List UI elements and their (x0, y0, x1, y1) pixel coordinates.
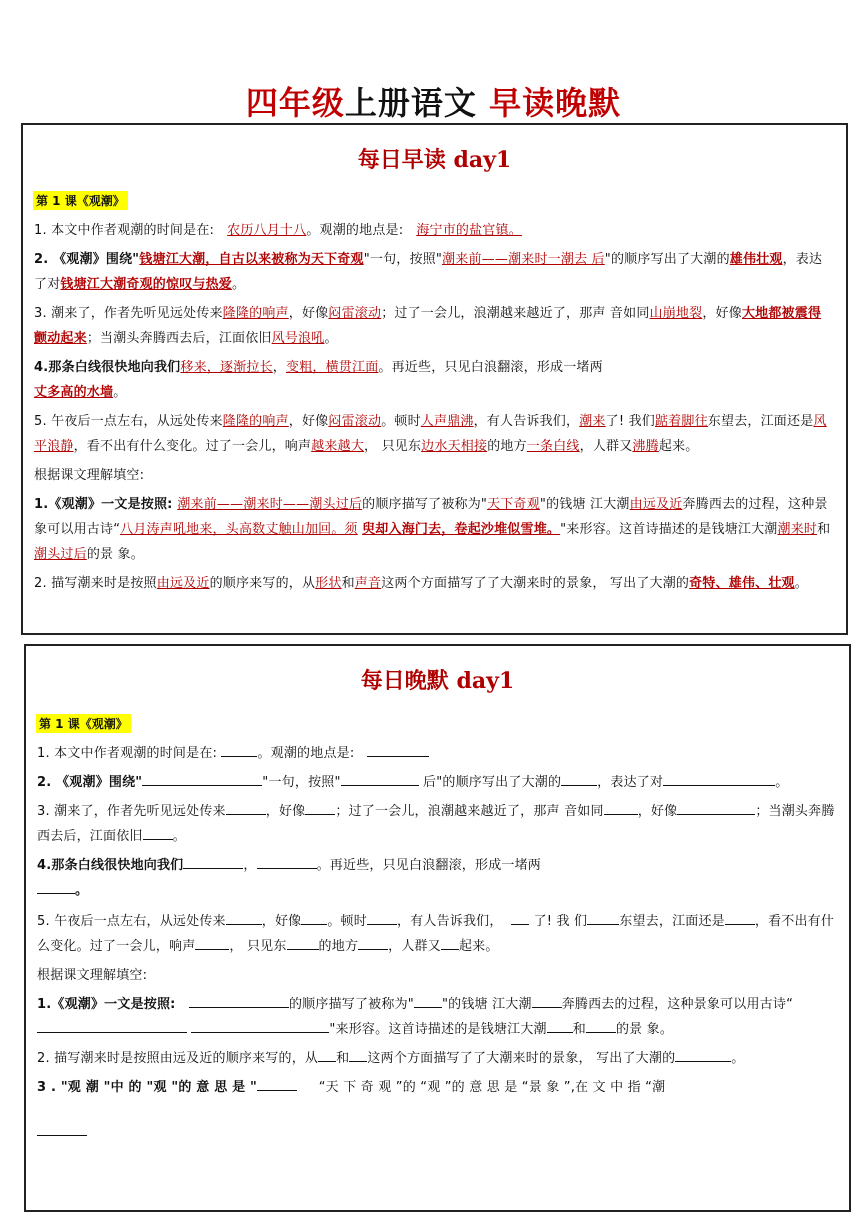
morning-q1 (34, 218, 832, 243)
q3-text: 3. 潮来了，作者先听见远处传来 (34, 306, 223, 321)
q2-text3: "的顺序写出了大潮的 (604, 252, 730, 267)
q5-answer3: 人声鼎沸 (420, 414, 474, 429)
q2-text2: "一句，按照" (262, 775, 341, 790)
evening-title: 每日晚默 day1 (360, 668, 515, 694)
blank-field[interactable] (301, 910, 327, 925)
f1-text3: "的钱塘 江大潮 (539, 497, 630, 512)
blank-field[interactable] (191, 1018, 329, 1033)
f2-text4: 。 (731, 1051, 745, 1066)
blank-field[interactable] (349, 1047, 367, 1062)
q4-text3: 。再近些，只见白浪翻滚，形成一堵两 (316, 858, 541, 873)
lesson-label: 第 1 课《观潮》 (36, 714, 131, 733)
q3-text5: ；当潮头奔腾西去后，江面依旧 (37, 804, 835, 844)
q1-text: 1. 本文中作者观潮的时间是在: (37, 746, 222, 761)
q5-text11: 起来。 (658, 439, 699, 454)
q2-text: 2. 《观潮》围绕" (34, 252, 140, 267)
q3-answer5: 风号浪吼 (271, 331, 325, 346)
blank-field[interactable] (226, 910, 262, 925)
q4-text2: ， (243, 858, 257, 873)
f2-answer: 由远及近 (156, 576, 210, 591)
f1-text5: "来形容。这首诗描述的是钱塘江大潮 (560, 522, 778, 537)
blank-field[interactable] (547, 1018, 573, 1033)
q1-text2: 。观潮的地点是: (257, 746, 359, 761)
blank-field[interactable] (663, 771, 775, 786)
q3-text6: 。 (172, 829, 186, 844)
q5-text8: ， 只见东 (364, 439, 422, 454)
blank-field[interactable] (221, 742, 257, 757)
q3-text4: ，好像 (637, 804, 678, 819)
q5-answer2: 闷雷滚动 (328, 414, 382, 429)
q3-text3: ；过了一会儿，浪潮越来越近了，那声 音如同 (335, 804, 604, 819)
f2-text4: 这两个方面描写了了大潮来时的景象， 写出了大潮的 (381, 576, 690, 591)
f1-answer4: 八月涛声吼地来，头高数丈触山加回。须 (120, 522, 358, 537)
f1-answer6: 潮来时 (777, 522, 818, 537)
q5-text4: ，有人告诉我们， (473, 414, 580, 429)
blank-field[interactable] (37, 1121, 87, 1136)
f1-text: 1.《观潮》一文是按照: (37, 997, 181, 1012)
q5-answer5: 踮着脚往 (654, 414, 708, 429)
q2-answer3: 雄伟壮观 (729, 252, 783, 267)
title-topic: 早读晚默 (489, 84, 622, 122)
blank-field[interactable] (189, 993, 289, 1008)
q3-text2: ，好像 (265, 804, 306, 819)
q5-text: 5. 午夜后一点左右，从远处传来 (37, 914, 226, 929)
blank-field[interactable] (532, 993, 562, 1008)
morning-reading-panel (21, 123, 848, 635)
morning-q2 (34, 247, 832, 297)
blank-field[interactable] (226, 800, 266, 815)
q4-text4: 。 (113, 385, 127, 400)
q3-answer: 隆隆的响声 (222, 306, 289, 321)
evening-f1 (37, 992, 835, 1042)
evening-q4 (37, 853, 835, 903)
blank-field[interactable] (675, 1047, 731, 1062)
q2-text3: 后"的顺序写出了大潮的 (418, 775, 562, 790)
evening-q3 (37, 799, 835, 849)
evening-q5 (37, 909, 835, 959)
q4-text3: 。再近些，只见白浪翻滚，形成一堵两 (378, 360, 603, 375)
blank-field[interactable] (37, 1018, 187, 1033)
q2-text2: "一句，按照" (363, 252, 443, 267)
q1-text2: 。观潮的地点是: (306, 223, 408, 238)
f2-text3: 和 (341, 576, 355, 591)
blank-field[interactable] (318, 1047, 336, 1062)
blank-field[interactable] (414, 993, 442, 1008)
q3-text3: ；过了一会儿，浪潮越来越近了，那声 音如同 (381, 306, 650, 321)
f2-text2: 和 (336, 1051, 350, 1066)
evening-q2 (37, 770, 835, 795)
q2-text4: ，表达了对 (597, 775, 664, 790)
q5-text2: ，好像 (288, 414, 329, 429)
blank-field[interactable] (511, 910, 529, 925)
evening-f3 (37, 1075, 835, 1100)
q4-text: 4.那条白线很快地向我们 (34, 360, 181, 375)
q2-answer: 钱塘江大潮，自古以来被称为天下奇观 (139, 252, 364, 267)
f2-text: 2. 描写潮来时是按照 (34, 576, 157, 591)
q5-text6: 东望去，江面还是 (619, 914, 725, 929)
morning-q3 (34, 301, 832, 351)
q5-answer6: 风平浪静 (34, 414, 827, 454)
q5-text9: 的地方 (487, 439, 527, 454)
q5-text: 5. 午夜后一点左右，从远处传来 (34, 414, 223, 429)
f1-text2: 的顺序描写了被称为" (288, 997, 414, 1012)
f1-text5: "来形容。这首诗描述的是钱塘江大潮 (329, 1022, 547, 1037)
f1-text6: 和 (572, 1022, 586, 1037)
blank-field[interactable] (142, 771, 262, 786)
q2-text5: 。 (775, 775, 789, 790)
f1-answer: 潮来前——潮来时——潮头过后 (177, 497, 363, 512)
f2-answer4: 奇特、雄伟、壮观 (689, 576, 795, 591)
q5-text10: ，人群又 (579, 439, 633, 454)
blank-field[interactable] (358, 935, 388, 950)
blank-field[interactable] (725, 910, 755, 925)
q5-answer: 隆隆的响声 (222, 414, 289, 429)
q5-answer9: 一条白线 (526, 439, 580, 454)
blank-field[interactable] (257, 854, 317, 869)
f1-answer3: 由远及近 (629, 497, 683, 512)
f3-text2: “天 下 奇 观 ”的 “观 ”的 意 思 是 “景 象 ”,在 文 中 指 “潮 (314, 1080, 666, 1095)
f1-text7: 的景 象。 (86, 547, 144, 562)
q4-answer3: 丈多高的水墙 (34, 385, 114, 400)
page-title (0, 78, 867, 124)
q4-answer2: 变粗，横贯江面 (286, 360, 379, 375)
q2-text4: ，表达了对 (34, 252, 823, 292)
blank-field[interactable] (143, 825, 173, 840)
q3-text5: ；当潮头奔腾西去后，江面依旧 (86, 331, 272, 346)
q3-text2: ，好像 (288, 306, 329, 321)
q1-answer-place: 海宁市的盐官镇。 (416, 223, 522, 238)
q3-text6: 。 (324, 331, 338, 346)
morning-f1 (34, 492, 832, 567)
q5-text5: 了! 我们 (605, 414, 655, 429)
q5-answer10: 沸腾 (632, 439, 659, 454)
f1-answer2: 天下奇观 (487, 497, 540, 512)
q3-answer4: 大地都被震得颤动起来 (34, 306, 822, 346)
f3-text: 3 . "观 潮 "中 的 "观 "的 意 思 是 " (37, 1080, 258, 1095)
f1-text3: "的钱塘 江大潮 (441, 997, 532, 1012)
blank-field[interactable] (587, 910, 619, 925)
q2-answer4: 钱塘江大潮奇观的惊叹与热爱 (60, 277, 233, 292)
f1-text: 1.《观潮》一文是按照: (34, 497, 178, 512)
q4-text2: ， (272, 360, 286, 375)
q1-text: 1. 本文中作者观潮的时间是在: (34, 223, 219, 238)
blank-field[interactable] (604, 800, 638, 815)
evening-heading: 根据课文理解填空: (37, 968, 148, 983)
f2-text: 2. 描写潮来时是按照由远及近的顺序来写的，从 (37, 1051, 319, 1066)
q3-text: 3. 潮来了，作者先听见远处传来 (37, 804, 226, 819)
blank-field[interactable] (677, 800, 755, 815)
f2-answer3: 声音 (354, 576, 382, 591)
title-grade: 四年级 (245, 84, 345, 122)
blank-field[interactable] (586, 1018, 616, 1033)
q5-text7: ，看不出有什么变化。过了一会儿，响声 (37, 914, 835, 954)
blank-field[interactable] (183, 854, 243, 869)
evening-f3-line2 (37, 1120, 835, 1145)
f1-text7: 的景 象。 (615, 1022, 674, 1037)
q5-text3: 。顿时 (381, 414, 421, 429)
q2-text: 2. 《观潮》围绕" (37, 775, 143, 790)
title-subject: 上册语文 (344, 84, 477, 122)
q1-answer-time: 农历八月十八 (227, 223, 307, 238)
q3-answer2: 闷雷滚动 (328, 306, 382, 321)
q5-text3: 。顿时 (327, 914, 367, 929)
q5-text10: ，人群又 (388, 939, 441, 954)
q5-text9: 的地方 (318, 939, 359, 954)
blank-field[interactable] (561, 771, 597, 786)
q4-text: 4.那条白线很快地向我们 (37, 858, 184, 873)
blank-field[interactable] (257, 1076, 297, 1091)
f1-text4: 奔腾西去的过程，这种景象可以用古诗“ (34, 497, 828, 537)
morning-title: 每日早读 day1 (357, 147, 512, 173)
f1-text2: 的顺序描写了被称为" (362, 497, 488, 512)
blank-field[interactable] (341, 771, 419, 786)
q4-text4: 。 (75, 883, 89, 898)
f2-text2: 的顺序来写的，从 (209, 576, 316, 591)
blank-field[interactable] (367, 910, 397, 925)
f2-text3: 这两个方面描写了了大潮来时的景象， 写出了大潮的 (367, 1051, 676, 1066)
q3-text4: ，好像 (702, 306, 742, 321)
lesson-label: 第 1 课《观潮》 (33, 191, 128, 210)
f2-text5: 。 (794, 576, 808, 591)
morning-q4 (34, 355, 832, 405)
blank-field[interactable] (287, 935, 319, 950)
q5-text8: ， 只见东 (229, 939, 287, 954)
q5-text7: ，看不出有什么变化。过了一会儿，响声 (73, 439, 312, 454)
q5-text6: 东望去，江面还是 (707, 414, 814, 429)
q4-answer: 移来，逐渐拉长 (180, 360, 273, 375)
blank-field[interactable] (305, 800, 335, 815)
morning-f2 (34, 571, 832, 596)
q5-text11: 起来。 (458, 939, 499, 954)
evening-f2 (37, 1046, 835, 1071)
f1-text4: 奔腾西去的过程，这种景象可以用古诗“ (561, 997, 794, 1012)
q5-text4: ，有人告诉我们， (396, 914, 503, 929)
blank-field[interactable] (37, 879, 75, 894)
blank-field[interactable] (367, 742, 429, 757)
f1-answer5: 臾却入海门去，卷起沙堆似雪堆。 (362, 522, 561, 537)
q5-text5: 了! 我 们 (529, 914, 588, 929)
q2-text5: 。 (232, 277, 246, 292)
blank-field[interactable] (441, 935, 459, 950)
q5-answer8: 边水天相接 (421, 439, 488, 454)
q5-answer7: 越来越大 (311, 439, 365, 454)
blank-field[interactable] (195, 935, 229, 950)
f2-answer2: 形状 (315, 576, 342, 591)
q5-text2: ，好像 (261, 914, 302, 929)
f1-text6: 和 (817, 522, 831, 537)
evening-dictation-panel (24, 644, 851, 1212)
f1-answer7: 潮头过后 (34, 547, 87, 562)
q2-answer2: 潮来前——潮来时一潮去 后 (442, 252, 605, 267)
morning-q5 (34, 409, 832, 459)
q3-answer3: 山崩地裂 (649, 306, 703, 321)
evening-q1 (37, 741, 835, 766)
morning-heading: 根据课文理解填空: (34, 468, 145, 483)
q5-answer4: 潮来 (579, 414, 606, 429)
